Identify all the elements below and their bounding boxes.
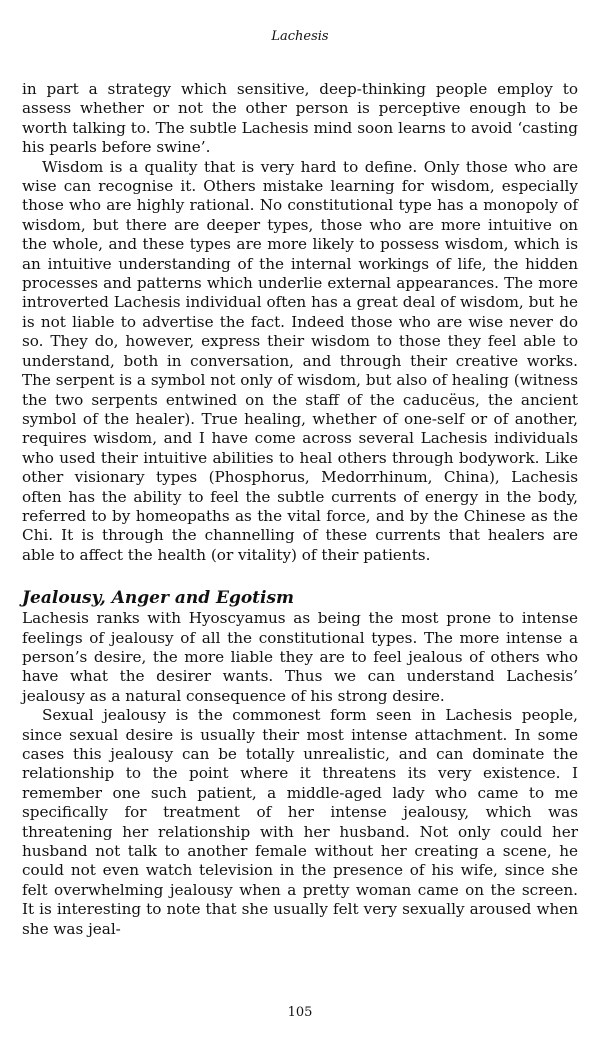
section-heading: Jealousy, Anger and Egotism (22, 588, 295, 609)
paragraph-sexual-jealousy: Sexual jealousy is the commonest form seen in Lachesis people, since sexual desire is usually their most intense attachment. In some cases this jealousy can be totally unrealistic, and can dominate the relationship to the point where it threatens its very existence. I remember one such patient, a middle-aged lady who came to me specifically for treatment of her intense jealousy, which was threatening her relationship with her husband. Not only could her husband not talk to another female without her creating a scene, he could not even watch television in the presence of his wife, since she felt overwhelming jealousy when a pretty woman came on the screen. It is interesting to note that she usually felt very sexually aroused when she was jeal- (22, 706, 578, 938)
running-head: Lachesis (271, 29, 329, 44)
paragraph-continuation: in part a strategy which sensitive, deep-thinking people employ to assess whether or not the other person is perceptive enough to be worth talking to. The subtle Lachesis mind soon learns to avoid ‘casting his pearls before swine’. (22, 80, 578, 157)
paragraph-jealousy: Lachesis ranks with Hyoscyamus as being the most prone to intense feelings of jealousy of all the constitutional types. The more intense a person’s desire, the more liable they are to feel jealous of others who have what the desirer wants. Thus we can understand Lachesis’ jealousy as a natural consequence of his strong desire. (22, 609, 578, 705)
paragraph-wisdom: Wisdom is a quality that is very hard to define. Only those who are wise can recognise it. Others mistake learning for wisdom, especially those who are highly rational. No constitutional type has a monopoly of wisdom, but there are deeper types, those who are more intuitive on the whole, and these types are more likely to possess wisdom, which is an intuitive understanding of the internal workings of life, the hidden processes and patterns which underlie external appearances. The more introverted Lachesis individual often has a great deal of wisdom, but he is not liable to advertise the fact. Indeed those who are wise never do so. They do, however, express their wisdom to those they feel able to understand, both in conversation, and through their creative works. The serpent is a symbol not only of wisdom, but also of healing (witness the two serpents entwined on the staff of the caducëus, the ancient symbol of the healer). True healing, whether of one-self or of another, requires wisdom, and I have come across several Lachesis individuals who used their intuitive abilities to heal others through bodywork. Like other visionary types (Phosphorus, Medorrhinum, China), Lachesis often has the ability to feel the subtle currents of energy in the body, referred to by homeopaths as the vital force, and by the Chinese as the Chi. It is through the channelling of these currents that healers are able to affect the health (or vitality) of their patients. (22, 157, 578, 564)
body-text (22, 80, 578, 939)
page-number: 105 (287, 1005, 313, 1020)
